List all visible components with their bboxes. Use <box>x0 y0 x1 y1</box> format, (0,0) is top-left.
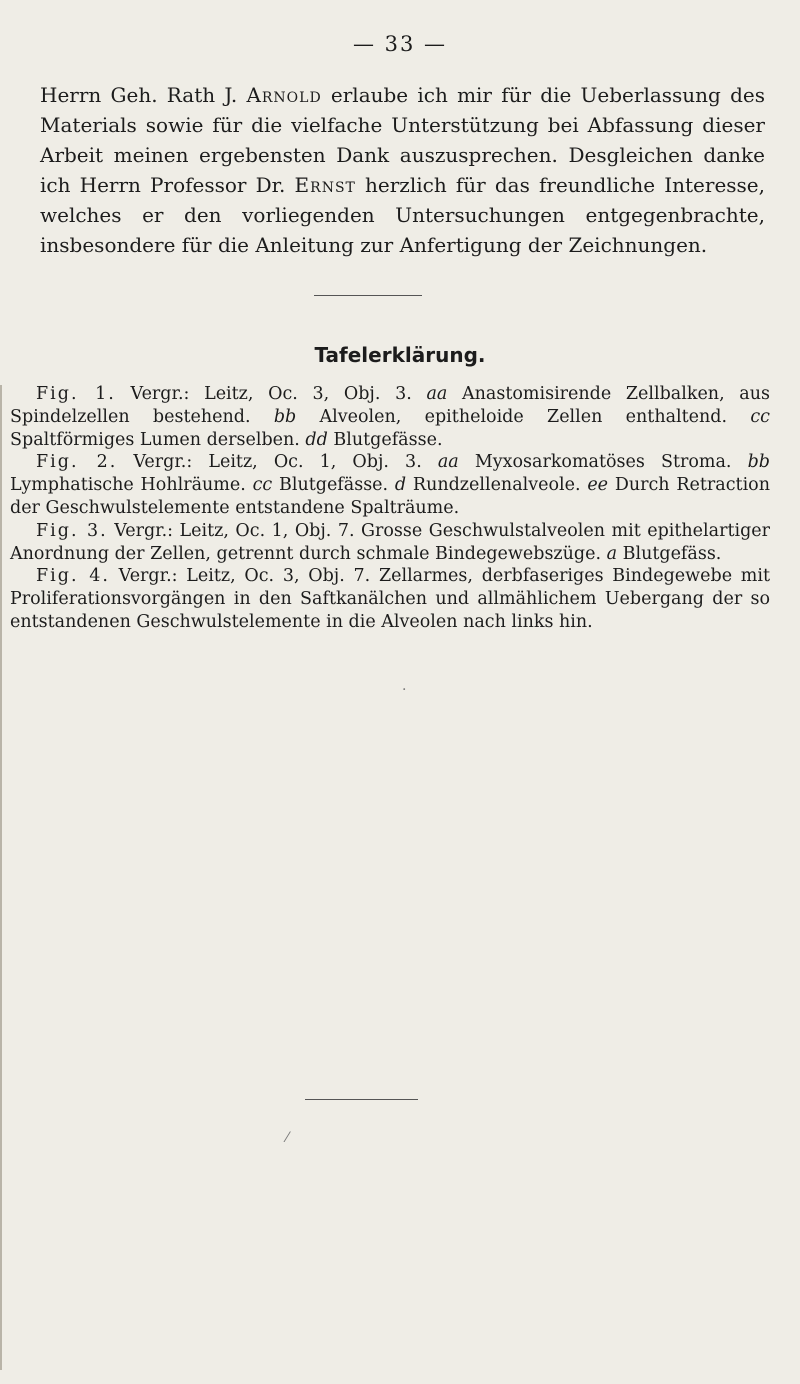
fig2-text: Blutgefässe. <box>272 475 395 496</box>
fig3-text: Vergr.: Leitz, Oc. 1, Obj. 7. Grosse Geschwulstalveolen mit epithelartiger Anordnung der Zellen, getrennt durch schmale Bindegewebszüge. <box>10 520 770 564</box>
fig2-abbr-bb: bb <box>747 452 770 473</box>
fig2-text: Myxosarkomatöses Stroma. <box>458 452 748 473</box>
fig2-abbr-aa: aa <box>437 452 459 473</box>
stray-dot-mark: · <box>402 682 407 698</box>
fig3-abbr-a: a <box>606 543 618 564</box>
figure-1-caption <box>10 383 770 451</box>
fig1-abbr-bb: bb <box>273 406 297 427</box>
fig1-abbr-aa: aa <box>426 384 448 404</box>
fig2-abbr-ee: ee <box>587 475 609 496</box>
fig1-abbr-dd: dd <box>305 429 328 450</box>
fig2-abbr-cc: cc <box>252 475 273 496</box>
ack-text-1: Herrn Geh. Rath J. <box>40 83 247 107</box>
figure-explanations <box>10 383 770 634</box>
fig1-abbr-cc: cc <box>750 406 770 427</box>
ack-text-2: erlaube ich mir für die Ueberlassung des Materials sowie für die vielfache Unterstützung bei Abfassung dieser Arbeit meinen ergebensten Dank auszusprechen. Desgleichen danke ich Herrn Professor Dr. <box>40 83 765 197</box>
figure-3-label: Fig. 3. <box>36 520 108 541</box>
ack-name-arnold: Arnold <box>246 83 322 107</box>
fig2-abbr-d: d <box>394 475 407 496</box>
fig4-text: Vergr.: Leitz, Oc. 3, Obj. 7. Zellarmes, derbfaseriges Bindegewebe mit Proliferationsvorgängen in den Saftkanälchen und allmählichem Uebergang der so entstandenen Geschwulstelemente in die Alveolen nach links hin. <box>10 566 771 632</box>
figure-2-label: Fig. 2. <box>36 452 118 473</box>
figure-1-label: Fig. 1. <box>36 384 116 404</box>
figure-4-caption <box>10 565 770 633</box>
figure-4-label: Fig. 4. <box>36 566 110 587</box>
section-heading: Tafelerklärung. <box>314 343 486 367</box>
section-divider-top <box>314 295 422 296</box>
fig1-text: Blutgefässe. <box>327 429 443 450</box>
fig2-text: Durch Retraction der Geschwulstelemente entstandene Spalträume. <box>10 475 770 518</box>
ack-name-ernst: Ernst <box>294 173 356 197</box>
figure-3-caption <box>10 520 770 566</box>
fig3-text: Blutgefäss. <box>617 543 722 564</box>
acknowledgement-paragraph <box>40 80 765 260</box>
fig2-text: Vergr.: Leitz, Oc. 1, Obj. 3. <box>117 452 438 473</box>
fig1-text: Alveolen, epitheloide Zellen enthaltend. <box>296 406 751 427</box>
figure-2-caption <box>10 451 770 519</box>
scan-margin-line <box>0 385 2 1370</box>
fig2-text: Lymphatische Hohlräume. <box>10 475 253 496</box>
page-number: — 33 — <box>352 32 448 56</box>
ack-text-3: herzlich für das freundliche Interesse, welches er den vorliegenden Untersuchungen entgegenbrachte, insbesondere für die Anleitung zur Anfertigung der Zeichnungen. <box>40 173 765 257</box>
stray-pencil-mark: ⁄ <box>286 1130 289 1146</box>
section-divider-bottom <box>305 1099 418 1100</box>
fig1-text: Vergr.: Leitz, Oc. 3, Obj. 3. <box>115 384 427 404</box>
fig1-text: Spaltförmiges Lumen derselben. <box>10 429 306 450</box>
fig1-text: Anastomisirende Zellbalken, aus Spindelzellen bestehend. <box>10 384 770 427</box>
fig2-text: Rundzellenalveole. <box>406 475 588 496</box>
